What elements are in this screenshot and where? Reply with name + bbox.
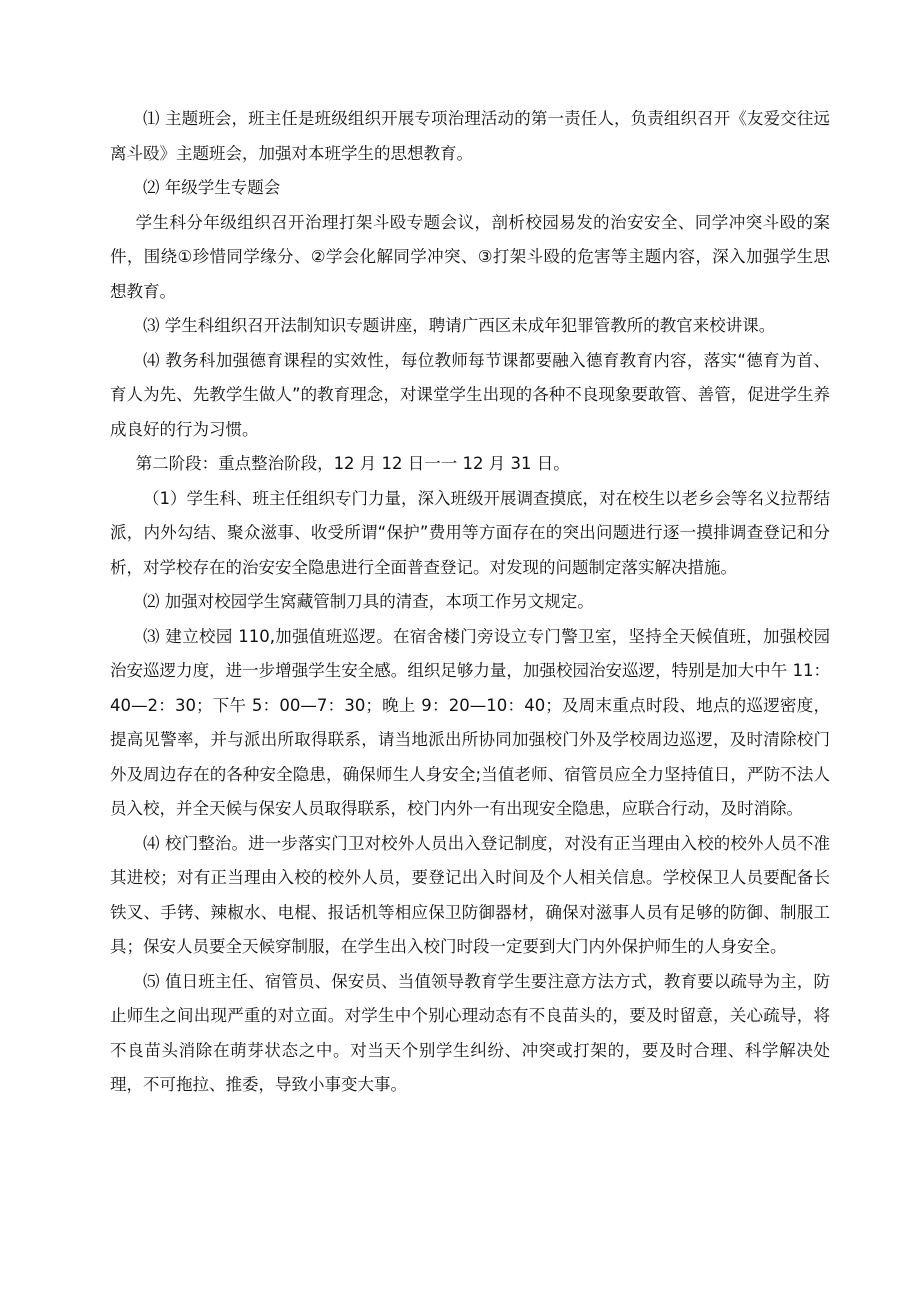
document-body xyxy=(110,102,830,1103)
paragraph-grade-meeting-body: 学生科分年级组织召开治理打架斗殴专题会议，剖析校园易发的治安安全、同学冲突斗殴的案件，围绕①珍惜同学缘分、②学会化解同学冲突、③打架斗殴的危害等主题内容，深入加强学生思想教育。 xyxy=(110,212,830,301)
paragraph-gate-rectification: ⑷ 校门整治。进一步落实门卫对校外人员出入登记制度，对没有正当理由入校的校外人员不准其进校；对有正当理由入校的校外人员，要登记出入时间及个人相关信息。学校保卫人员要配备长铁叉、手铐、辣椒水、电棍、报话机等相应保卫防御器材，确保对滋事人员有足够的防御、制服工具；保安人员要全天候穿制服，在学生出入校门时段一定要到大门内外保护师生的人身安全。 xyxy=(110,833,830,956)
paragraph-grade-meeting-heading: ⑵ 年级学生专题会 xyxy=(143,178,281,197)
paragraph-investigation: （1）学生科、班主任组织专门力量，深入班级开展调查摸底，对在校生以老乡会等名义拉帮结派，内外勾结、聚众滋事、收受所谓“保护”费用等方面存在的突出问题进行逐一摸排调查登记和分析，对学校存在的治安安全隐患进行全面普查登记。对发现的问题制定落实解决措施。 xyxy=(110,488,830,577)
paragraph-moral-education: ⑷ 教务科加强德育课程的实效性，每位教师每节课都要融入德育教育内容，落实“德育为首、育人为先、先教学生做人”的教育理念，对课堂学生出现的各种不良现象要敢管、善管，促进学生养成良好的行为习惯。 xyxy=(110,350,830,439)
paragraph-duty-guidance: ⑸ 值日班主任、宿管员、保安员、当值领导教育学生要注意方法方式，教育要以疏导为主，防止师生之间出现严重的对立面。对学生中个别心理动态有不良苗头的，要及时留意，关心疏导，将不良苗头消除在萌芽状态之中。对当天个别学生纠纷、冲突或打架的，要及时合理、科学解决处理，不可拖拉、推委，导致小事变大事。 xyxy=(110,971,830,1094)
paragraph-class-meeting: ⑴ 主题班会，班主任是班级组织开展专项治理活动的第一责任人，负责组织召开《友爱交往远离斗殴》主题班会，加强对本班学生的思想教育。 xyxy=(110,109,830,163)
paragraph-phase-two-heading: 第二阶段：重点整治阶段，12 月 12 日一一 12 月 31 日。 xyxy=(135,454,570,473)
paragraph-knife-inspection: ⑵ 加强对校园学生窝藏管制刀具的清查，本项工作另文规定。 xyxy=(143,592,594,611)
paragraph-campus-110: ⑶ 建立校园 110,加强值班巡逻。在宿舍楼门旁设立专门警卫室，坚持全天候值班，加强校园治安巡逻力度，进一步增强学生安全感。组织足够力量，加强校园治安巡逻，特别是加大中午 11：40—2：30；下午 5：00—7：30；晚上 9：20—10：40；及周末重点时段、地点的巡逻密度，提高见警率，并与派出所取得联系，请当地派出所协同加强校门外及学校周边巡逻，及时清除校门外及周边存在的各种安全隐患，确保师生人身安全;当值老师、宿管员应全力坚持值日，严防不法人员入校，并全天候与保安人员取得联系，校门内外一有出现安全隐患，应联合行动，及时消除。 xyxy=(110,626,830,818)
paragraph-legal-lecture: ⑶ 学生科组织召开法制知识专题讲座，聘请广西区未成年犯罪管教所的教官来校讲课。 xyxy=(143,316,776,335)
